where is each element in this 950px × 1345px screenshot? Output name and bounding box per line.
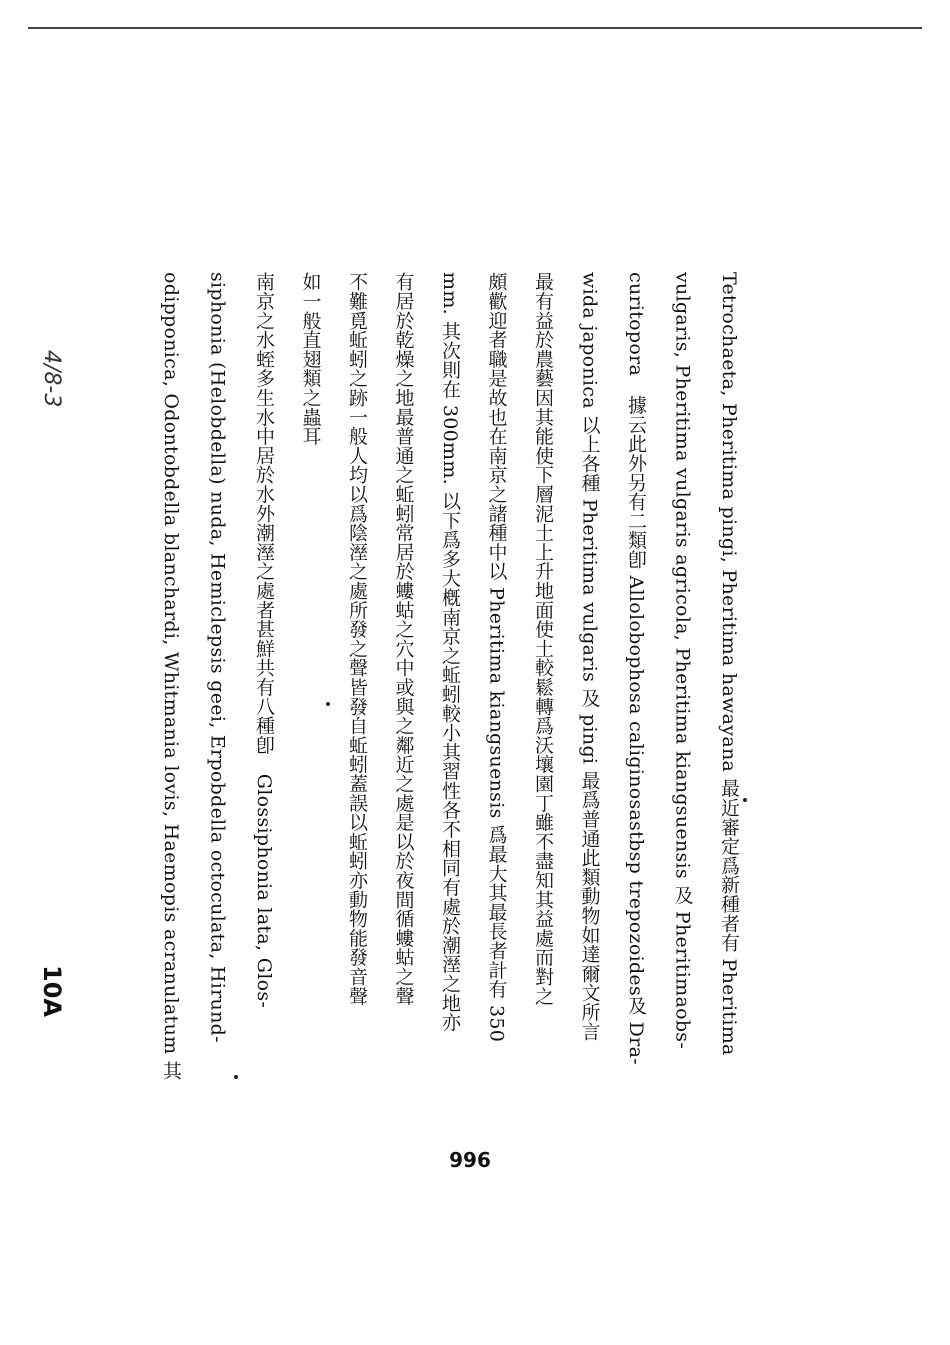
scan-speck [326, 702, 330, 706]
top-rule [28, 27, 922, 29]
scan-speck [743, 798, 747, 802]
text-line: 不難覓蚯蚓之跡一般人均以爲陰溼之處所發之聲皆發自蚯蚓蓋誤以蚯蚓亦動物能發音聲 [346, 272, 368, 1006]
text-line: 有居於乾燥之地最普通之蚯蚓常居於螻蛄之穴中或與之鄰近之處是以於夜間循螻蛄之聲 [392, 272, 415, 1006]
text-line: wida japonica 以上各種 Pheritima vulgaris 及 pingi 最爲普通此類動物如達爾文所言 [578, 272, 601, 1041]
text-line: Tetrochaeta, Pheritima pingi, Pheritima hawayana 最近審定爲新種者有 Pheritima [718, 272, 740, 1056]
text-line: 南京之水蛭多生水中居於水外潮溼之處者甚鮮共有八種卽 Glossiphonia lata, Glos- [253, 272, 275, 1009]
handwritten-note: 4/8-3 [39, 350, 64, 408]
text-line: 頗歡迎者職是故也在南京之諸種中以 Pheritima kiangsuensis 爲最大其最長者計有 350 [485, 272, 508, 1043]
text-line: curitopora 據云此外另有二類卽 Allolobophosa caliginosastbsp trepozoides及 Dra- [625, 272, 647, 1065]
text-line: mm. 其次則在 300mm. 以下爲多大槪南京之蚯蚓較小其習性各不相同有處於潮溼之地亦 [439, 272, 461, 1032]
scan-speck [234, 1075, 238, 1079]
text-line: siphonia (Helobdella) nuda, Hemiclepsis geei, Erpobdella octoculata, Hirund- [206, 272, 229, 1043]
text-line: vulgaris, Pheritima vulgaris agricola, Pheritima kiangsuensis 及 Pheritimaobs- [671, 272, 694, 1050]
page-label: 10A [38, 965, 66, 1017]
text-line: odipponica, Odontobdella blanchardi, Whitmania lovis, Haemopis acranulatum 其 [160, 272, 182, 1081]
page-number: 996 [449, 1148, 491, 1172]
body-text [160, 272, 752, 1134]
text-line: 如一般直翅類之蟲耳 [299, 272, 322, 446]
text-line: 最有益於農藝因其能使下層泥土上升地面使土較鬆轉爲沃壤園丁雖不盡知其益處而對之 [532, 272, 554, 1006]
